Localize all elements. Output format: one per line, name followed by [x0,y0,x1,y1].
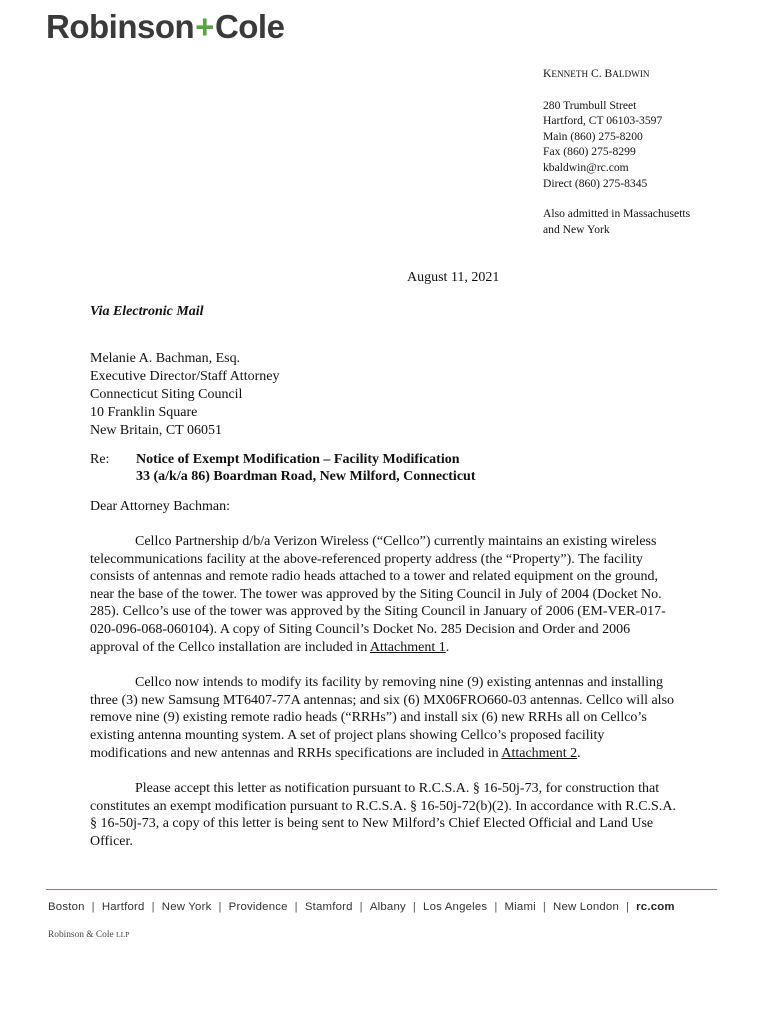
sender-street: 280 Trumbull Street [543,98,637,112]
footer-website-link[interactable]: rc.com [636,901,675,913]
office-new-london: New London [553,901,619,913]
body-paragraph-1: Cellco Partnership d/b/a Verizon Wireless (“Cellco”) currently maintains an existing wireless telecommunications facility at the above-referenced property address (the “Property”). The facility consists of antennas and remote radio heads attached to a tower and related equipment on the ground, near the base of the tower. The tower was approved by the Siting Council in July of 2004 (Docket No. 285). Cellco’s use of the tower was approved by the Siting Council in January of 2006 (EM-VER-017-020-096-068-060104). A copy of Siting Council’s Docket No. 285 Decision and Order and 2006 approval of the Cellco installation are included in Attachment 1. [90,534,666,655]
sender-name: KENNETH C. BALDWIN [543,67,650,80]
subject-label: Re: [90,452,110,467]
recipient-street: 10 Franklin Square [90,405,198,420]
sender-main-phone: Main (860) 275-8200 [543,129,643,143]
subject-line-1: Notice of Exempt Modification – Facility Modification [136,452,460,467]
sender-admission-line-2: and New York [543,222,610,236]
letter-body [90,533,680,869]
recipient-city: New Britain, CT 06051 [90,423,222,438]
subject-line-2: 33 (a/k/a 86) Boardman Road, New Milford, Connecticut [136,469,476,484]
sender-fax: Fax (860) 275-8299 [543,145,636,159]
office-new-york: New York [161,901,212,913]
sender-email: kbaldwin@rc.com [543,160,629,174]
footer-divider [46,889,717,890]
delivery-method: Via Electronic Mail [90,304,204,319]
office-miami: Miami [504,901,536,913]
office-los-angeles: Los Angeles [423,901,488,913]
office-stamford: Stamford [304,901,353,913]
sender-admission-line-1: Also admitted in Massachusetts [543,207,691,221]
subject-text [136,451,476,485]
logo-word-cole: Cole [214,8,285,45]
attachment-1-reference: Attachment 1 [369,639,446,655]
footer-offices: Boston | Hartford | New York | Providence | Stamford | Albany | Los Angeles | Miami | New London | rc.com [48,901,675,913]
office-albany: Albany [369,901,406,913]
firm-logo [46,8,284,46]
footer-firm-name: Robinson & Cole LLP [48,930,130,940]
recipient-title: Executive Director/Staff Attorney [90,369,280,384]
office-providence: Providence [228,901,288,913]
body-paragraph-2: Cellco now intends to modify its facility by removing nine (9) existing antennas and installing three (3) new Samsung MT6407-77A antennas; and six (6) MX06FRO660-03 antennas. Cellco will also remove nine (9) existing remote radio heads (“RRHs”) and install six (6) new RRHs all on Cellco’s existing antenna mounting system. A set of project plans showing Cellco’s proposed facility modifications and new antennas and RRHs specifications are included in Attachment 2. [90,675,675,761]
attachment-2-reference: Attachment 2 [501,745,578,761]
office-hartford: Hartford [101,901,145,913]
body-paragraph-3: Please accept this letter as notification pursuant to R.C.S.A. § 16-50j-73, for construction that constitutes an exempt modification pursuant to R.C.S.A. § 16-50j-72(b)(2). In accordance with R.C.S.A. § 16-50j-73, a copy of this letter is being sent to New Milford’s Chief Elected Official and Land Use Officer. [90,781,676,849]
sender-block [543,66,690,237]
logo-word-robinson: Robinson [46,8,195,45]
office-boston: Boston [48,901,85,913]
logo-plus: + [195,8,214,45]
recipient-name: Melanie A. Bachman, Esq. [90,351,241,366]
salutation: Dear Attorney Bachman: [90,499,230,514]
recipient-organization: Connecticut Siting Council [90,387,243,402]
subject-line [90,451,476,485]
letter-date: August 11, 2021 [407,270,500,285]
recipient-block [90,350,279,440]
sender-city: Hartford, CT 06103-3597 [543,114,663,128]
sender-direct-phone: Direct (860) 275-8345 [543,176,648,190]
